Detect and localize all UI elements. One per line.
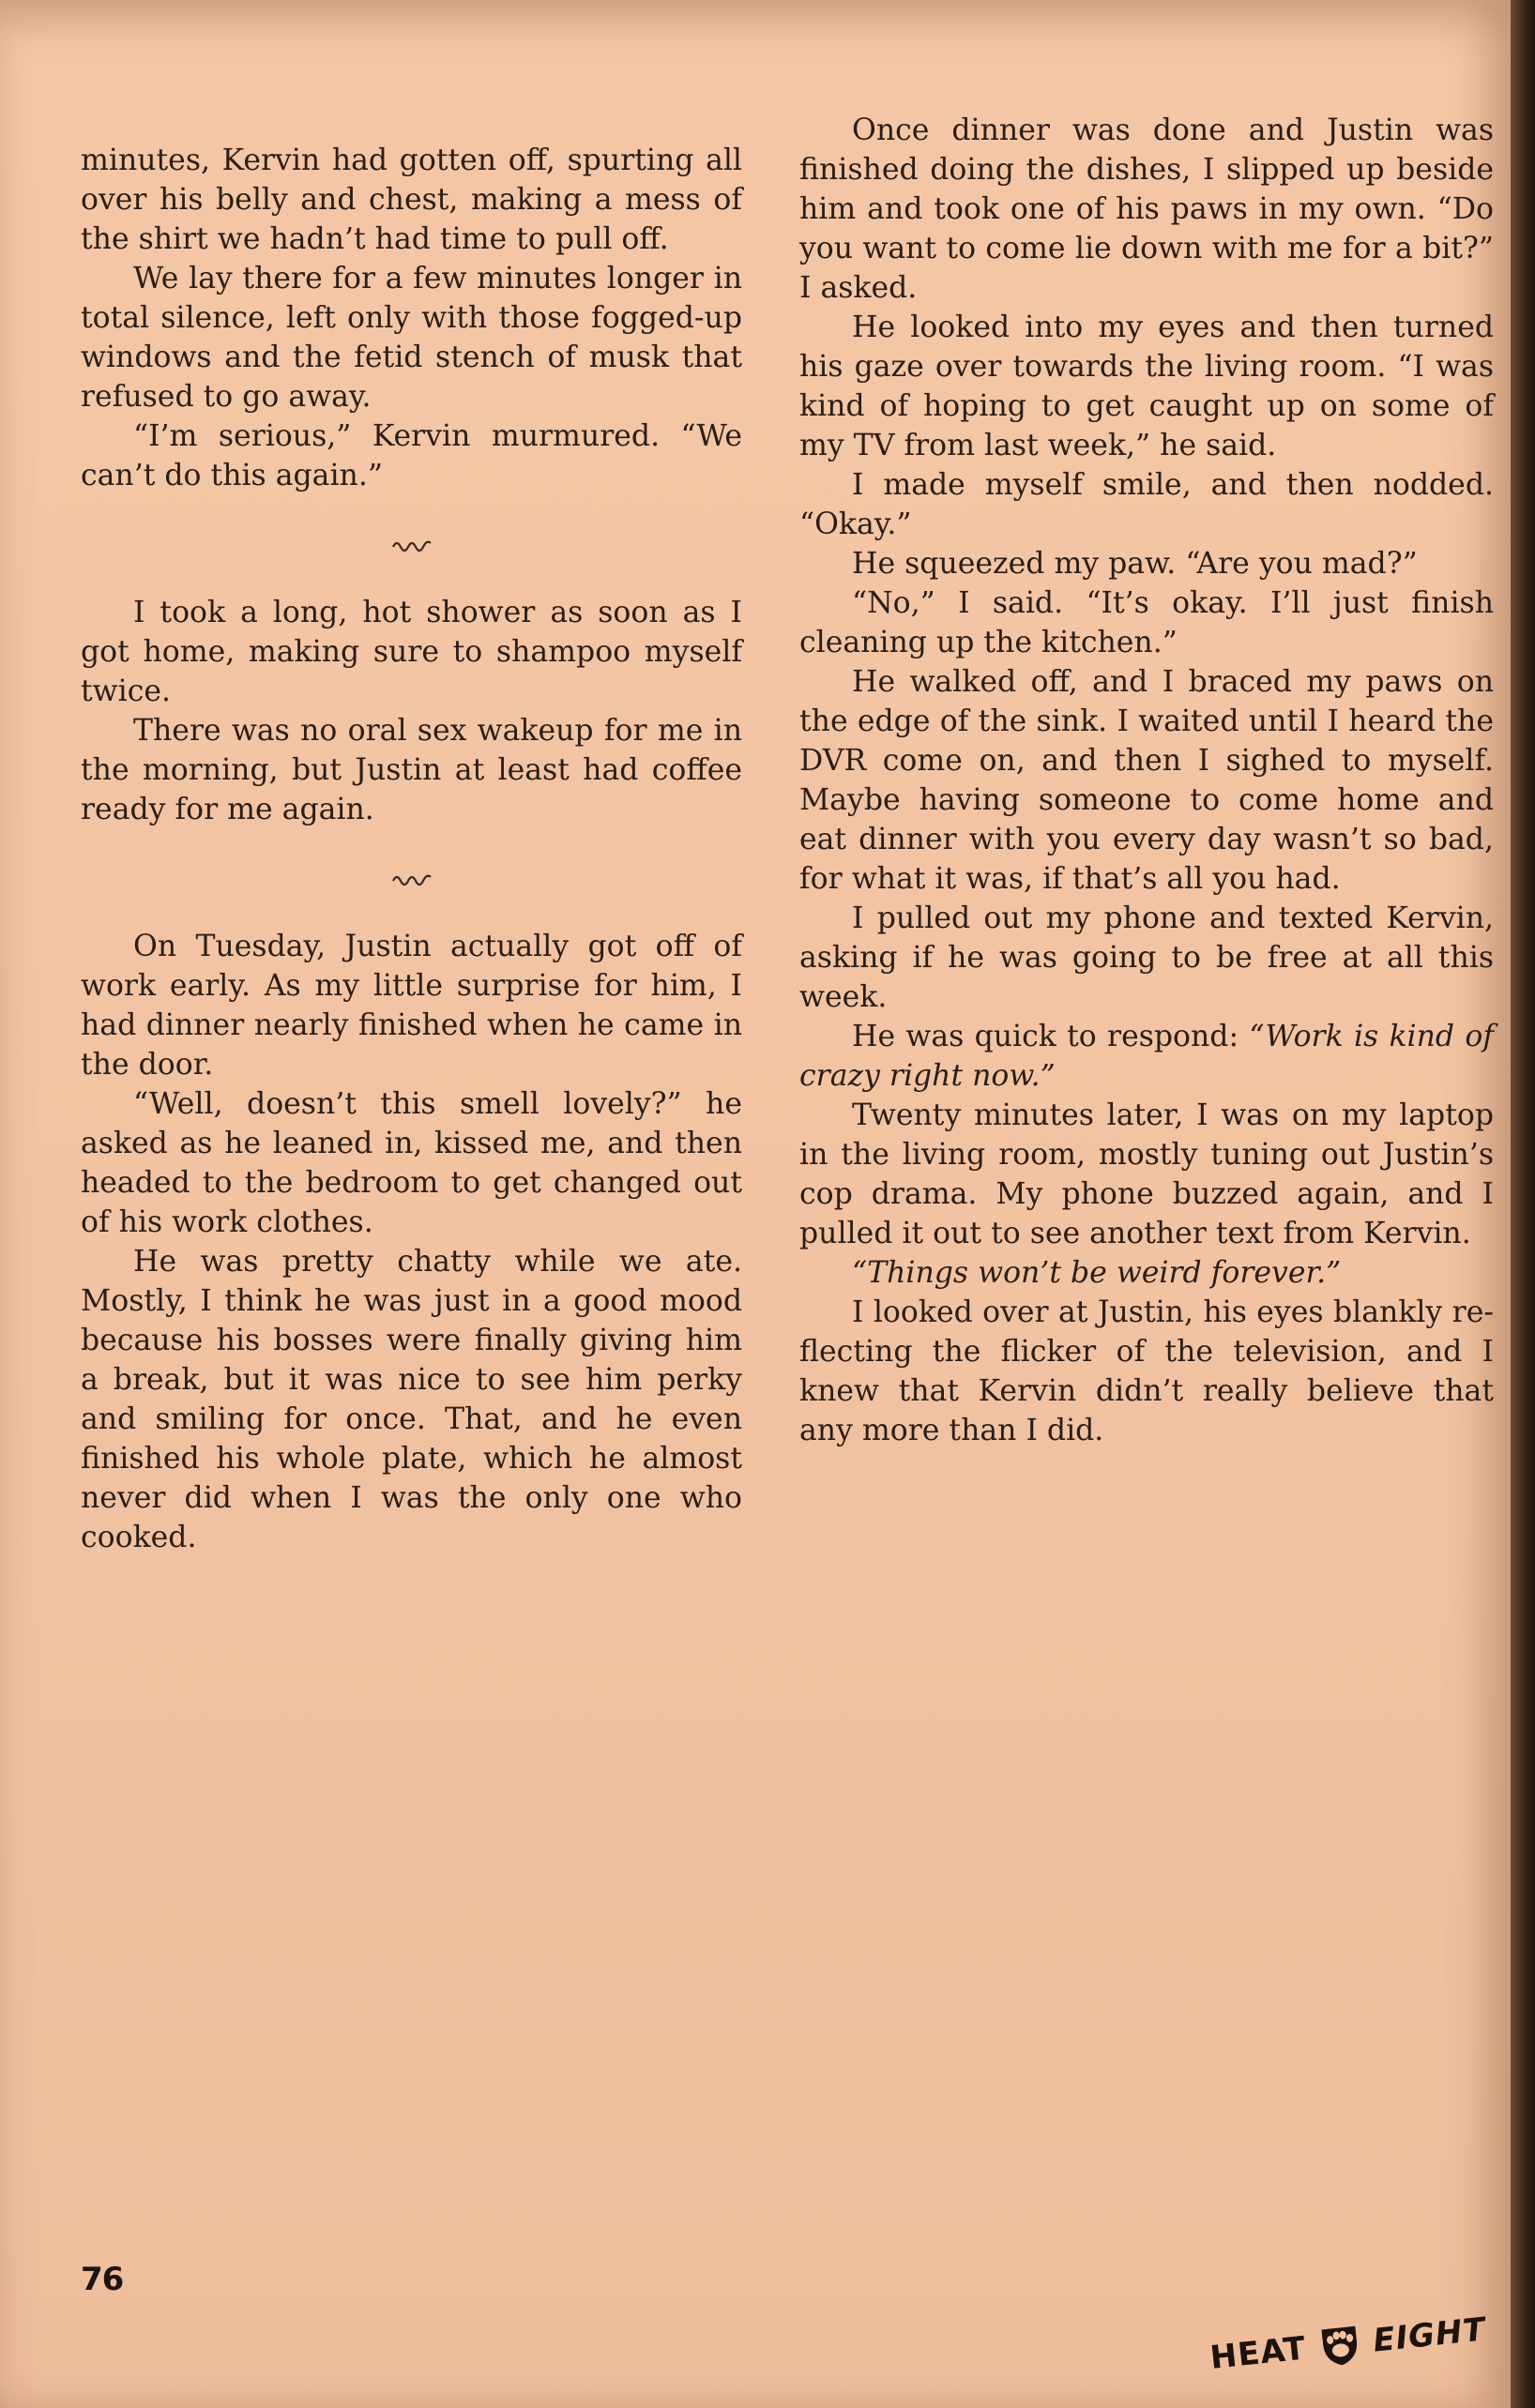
paragraph: “No,” I said. “It’s okay. I’ll just finish cleaning up the kitchen.” xyxy=(799,586,1494,659)
paragraph: There was no oral sex wakeup for me in the morning, but Justin at least had coffee ready for me again. xyxy=(81,714,742,826)
section-break-ornament xyxy=(81,495,742,593)
right-column xyxy=(799,111,1494,1450)
section-break-ornament xyxy=(81,829,742,927)
paragraph: I pulled out my phone and texted Kervin, asking if he was going to be free at all this week. xyxy=(799,901,1494,1014)
paragraph xyxy=(799,1017,1494,1096)
paragraph: I took a long, hot shower as soon as I got home, making sure to shampoo myself twice. xyxy=(81,596,742,708)
paragraph: On Tuesday, Justin actually got off of work early. As my little surprise for him, I had dinner nearly finished when he came in the door. xyxy=(81,930,742,1082)
page-number: 76 xyxy=(81,2261,124,2298)
paragraph: He squeezed my paw. “Are you mad?” xyxy=(852,547,1418,581)
paw-print-icon xyxy=(1316,2320,1362,2369)
left-column xyxy=(81,141,742,1557)
text-message-quote: “Things won’t be weird forever.” xyxy=(852,1256,1342,1290)
paragraph: I made myself smile, and then nodded. “Okay.” xyxy=(799,468,1494,541)
squiggle-icon xyxy=(391,871,433,886)
paragraph: minutes, Kervin had gotten off, spurting all over his belly and chest, making a mess of the shirt we hadn’t had time to pull off. xyxy=(81,144,742,256)
paragraph xyxy=(799,1253,1494,1293)
paragraph: We lay there for a few minutes longer in total silence, left only with those fogged-up windows and the fetid stench of musk that refused to go away. xyxy=(81,262,742,414)
paragraph-lead: He was quick to respond: xyxy=(852,1020,1250,1053)
brand-word-heat: HEAT xyxy=(1208,2329,1309,2377)
magazine-brand xyxy=(1208,2307,1487,2381)
paragraph: “I’m serious,” Kervin murmured. “We can’t do this again.” xyxy=(81,419,742,492)
paragraph: He was pretty chatty while we ate. Mostly, I think he was just in a good mood because his bosses were finally giving him a break, but it was nice to see him perky and smiling for once. That, and he even finished his whole plate, which he almost never did when I was the only one who cooked. xyxy=(81,1245,742,1554)
book-spine-edge xyxy=(1511,0,1535,2408)
paragraph: He looked into my eyes and then turned his gaze over towards the living room. “I was kind of hoping to get caught up on some of my TV from last week,” he said. xyxy=(799,310,1494,462)
paragraph: “Well, doesn’t this smell lovely?” he asked as he leaned in, kissed me, and then headed to the bedroom to get changed out of his work clothes. xyxy=(81,1087,742,1239)
squiggle-icon xyxy=(391,538,433,553)
brand-word-eight: EIGHT xyxy=(1371,2310,1488,2360)
text-message-quote: “Work is kind of crazy right now.” xyxy=(799,1020,1494,1093)
paragraph: I looked over at Justin, his eyes blankly reflecting the flicker of the television, and I knew that Kervin didn’t really believe that any more than I did. xyxy=(799,1295,1494,1447)
paragraph: He walked off, and I braced my paws on the edge of the sink. I waited until I heard the DVR come on, and then I sighed to myself. Maybe having someone to come home and eat dinner with you every day wasn’t so bad, for what it was, if that’s all you had. xyxy=(799,665,1494,896)
paragraph: Twenty minutes later, I was on my laptop in the living room, mostly tuning out Justin’s cop drama. My phone buzzed again, and I pulled it out to see another text from Kervin. xyxy=(799,1098,1494,1250)
paragraph: Once dinner was done and Justin was finished doing the dishes, I slipped up beside him and took one of his paws in my own. “Do you want to come lie down with me for a bit?” I asked. xyxy=(799,114,1494,305)
